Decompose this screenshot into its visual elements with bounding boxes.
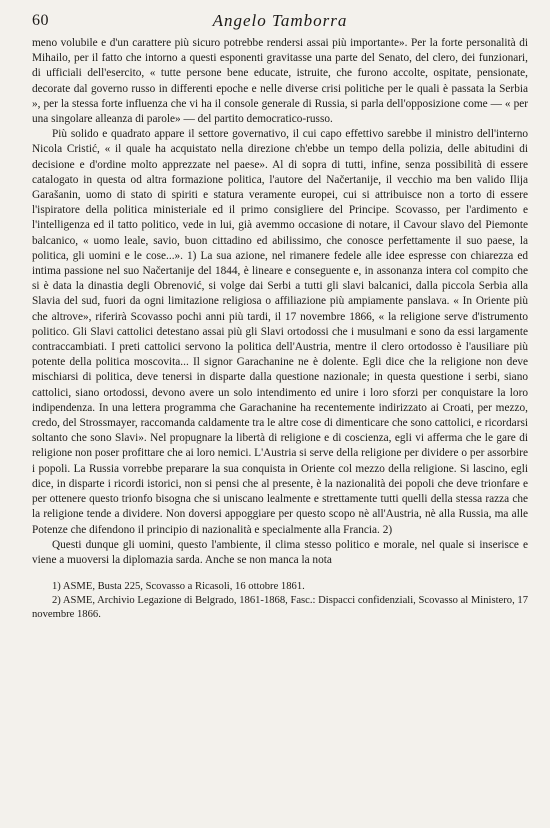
body-text bbox=[32, 36, 528, 568]
paragraph-3: Questi dunque gli uomini, questo l'ambiente, il clima stesso politico e morale, nel quale si inserisce e viene a muoversi la diplomazia sarda. Anche se non manca la nota bbox=[32, 538, 528, 566]
footnote-2: 2) ASME, Archivio Legazione di Belgrado, 1861-1868, Fasc.: Dispacci confidenziali, Scovasso al Ministero, 17 novembre 1866. bbox=[32, 595, 528, 621]
footnote-1: 1) ASME, Busta 225, Scovasso a Ricasoli, 16 ottobre 1861. bbox=[52, 581, 305, 593]
paragraph-2: Più solido e quadrato appare il settore governativo, il cui capo effettivo sarebbe il ministro dell'interno Nicola Cristić, « il quale ha acquistato nella direzione ch'ebbe un tempo della polizia, delle abitudini di decisione e d'ordine molto apprezzate nel paese». Al di sopra di tutti, infine, senza possibilità di essere catalogato in questa od altra formazione politica, l'autore del Načertanije, il vecchio ma ben valido Ilija Garašanin, uomo di stato di spiriti e statura veramente europei, cui si attribuisce non a torto di essere l'ispiratore della politica ministeriale ed il primo consigliere del Principe. Scovasso, per l'ardimento e l'intelligenza ed il tatto politico, vede in lui, già avemmo occasione di notare, il Cavour slavo del Piemonte balcanico, « uomo leale, savio, buon cittadino ed abilissimo, che conosce perfettamente il suo paese, la politica, gli uomini e le cose...». 1) La sua azione, nel rimanere fedele alle idee espresse con chiarezza ed intima passione nel suo Načertanije del 1844, è lineare e conseguente e, in assonanza intera col compito che si è data la dinastia degli Obrenović, si volge dai Serbi a tutti gli slavi balcanici, dalla piccola Serbia alla Slavia del sud, fuori da ogni limitazione religiosa o affiliazione più ampiamente panslava. « In Oriente più che altrove», riferirà Scovasso pochi anni più tardi, il 17 novembre 1866, « la religione serve d'istrumento politico. Gli Slavi cattolici detestano assai più gli Slavi ortodossi che i musulmani e sono da essi largamente contraccambiati. I preti cattolici servono la politica dell'Austria, mentre il clero ortodosso è l'ausiliare più potente della politica moscovita... Il signor Garachanine ne è dolente. Egli dice che la religione non deve mischiarsi di politica, deve tenersi in disparte dalla questione nazionale; in questa questione i serbi, siano cattolici, siano ortodossi, devono avere un solo intendimento ed unire i loro sforzi per conquistare la loro indipendenza. In una lettera programma che Garachanine ha recentemente indirizzato ai Croati, per mezzo, credo, del Strossmayer, raccomanda caldamente tra le altre cose di dimenticare che sono cattolici, e ricordarsi soltanto che sono Slavi». Nel propugnare la libertà di religione e di coscienza, egli vi afferma che le gare di religione non poser profittare che ai loro nemici. L'Austria si serve della religione per dividere o per assorbire i popoli. La Russia vorrebbe preparare la sua conquista in Oriente col mezzo della religione. Si lascino, egli dice, in disparte i ricordi istorici, non si pensi che al presente, è la nazionalità dei popoli che deve trionfare e per ottenere questo trionfo bisogna che si uniscano lealmente e strettamente tutti quelli della stessa razza che la religione tende a dividere. Non doversi appoggiare per questo scopo nè all'Austria, nè alla Russia, ma alle Potenze che difendono il principio di nazionalità e specialmente alla Francia. 2) bbox=[32, 128, 528, 536]
page-number: 60 bbox=[32, 12, 49, 29]
paragraph-1: meno volubile e d'un carattere più sicuro potrebbe rendersi assai più importante». Per la forte personalità di Mihailo, per il fatto che intorno a questi esponenti gravitasse una parte del Senato, del clero, dei funzionari, di ufficiali dell'esercito, « tutte persone bene educate, istruite, che furono accolte, ospitate, pensionate, decorate dal governo russo in differenti epoche e nelle diverse crisi politiche per le quali è passata la Serbia », per la stessa forte influenza che vi ha il console generale di Russia, si parla dell'opposizione come — « per una singolare alleanza di parole» — del partito democratico-russo. bbox=[32, 37, 528, 126]
running-head-author: Angelo Tamborra bbox=[212, 11, 348, 30]
page-header bbox=[32, 6, 528, 36]
footnotes bbox=[32, 580, 528, 622]
